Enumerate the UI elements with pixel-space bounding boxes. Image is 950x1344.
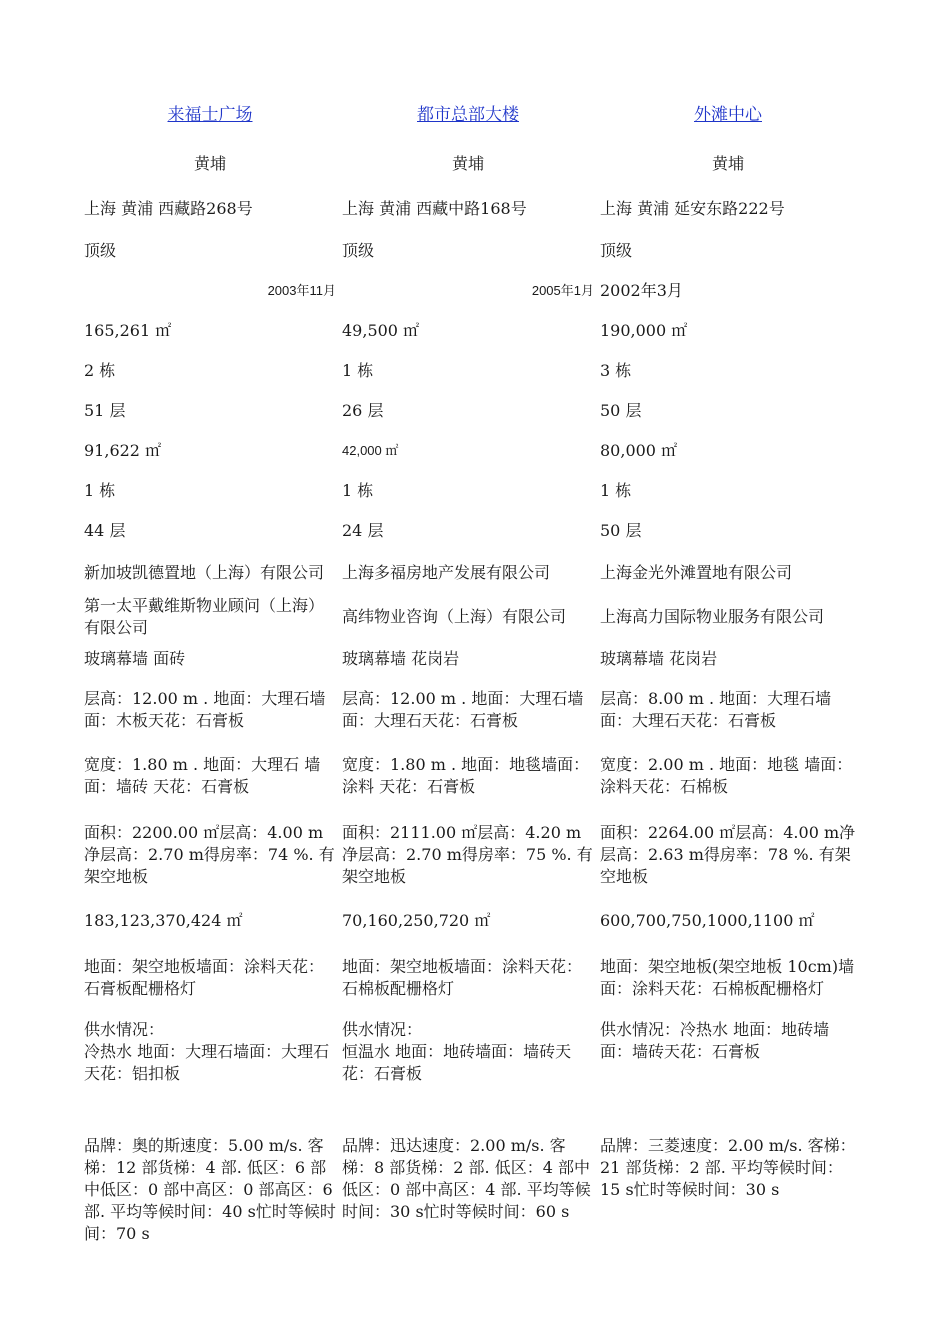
row-total-area <box>80 311 860 351</box>
row-floors <box>80 391 860 431</box>
cell-office-finish: 地面：架空地板墙面：涂料天花：石膏板配栅格灯 <box>84 957 325 998</box>
row-towers <box>80 351 860 391</box>
row-facade <box>80 639 860 679</box>
cell-developer: 上海金光外滩置地有限公司 <box>600 563 793 582</box>
cell-developer: 新加坡凯德置地（上海）有限公司 <box>84 563 325 582</box>
row-completion <box>80 271 860 311</box>
cell-office-floors: 44 层 <box>84 521 126 540</box>
cell-office-towers: 1 栋 <box>84 481 116 500</box>
cell-standard-floor: 面积：2264.00 ㎡层高：4.00 m净层高：2.63 m得房率：78 %. 有架空地板 <box>600 823 856 886</box>
cell-address: 上海 黄浦 西藏路268号 <box>84 199 253 218</box>
row-grade <box>80 231 860 271</box>
cell-floors: 51 层 <box>84 401 126 420</box>
cell-office-towers: 1 栋 <box>600 481 632 500</box>
building-link[interactable]: 外滩中心 <box>694 105 762 125</box>
cell-completion: 2002年3月 <box>600 281 683 300</box>
cell-office-towers: 1 栋 <box>342 481 374 500</box>
cell-total-area: 49,500 ㎡ <box>342 321 420 340</box>
building-comparison-sheet <box>80 95 860 1245</box>
cell-washroom: 供水情况： 冷热水 地面：大理石墙面：大理石天花：铝扣板 <box>84 1020 330 1083</box>
cell-office-area: 91,622 ㎡ <box>84 441 162 460</box>
cell-facade: 玻璃幕墙 花岗岩 <box>342 649 460 668</box>
cell-corridor: 宽度：2.00 m . 地面：地毯 墙面：涂料天花：石棉板 <box>600 755 853 796</box>
row-building-name <box>80 95 860 135</box>
cell-unit-sizes: 70,160,250,720 ㎡ <box>342 911 491 930</box>
cell-floors: 50 层 <box>600 401 642 420</box>
cell-total-area: 190,000 ㎡ <box>600 321 688 340</box>
row-district <box>80 141 860 187</box>
cell-address: 上海 黄浦 延安东路222号 <box>600 199 785 218</box>
cell-developer: 上海多福房地产发展有限公司 <box>342 563 551 582</box>
row-standard-floor <box>80 811 860 899</box>
cell-lobby: 层高：12.00 m . 地面：大理石墙面：大理石天花：石膏板 <box>342 689 584 730</box>
cell-towers: 1 栋 <box>342 361 374 380</box>
cell-office-floors: 50 层 <box>600 521 642 540</box>
cell-elevators: 品牌：奥的斯速度：5.00 m/s. 客梯：12 部货梯：4 部. 低区：6 部中低区：0 部中高区：0 部高区：6 部. 平均等候时间：40 s忙时等候时间：70 s <box>84 1136 336 1243</box>
cell-property-manager: 第一太平戴维斯物业顾问（上海）有限公司 <box>84 596 325 637</box>
cell-address: 上海 黄浦 西藏中路168号 <box>342 199 527 218</box>
cell-standard-floor: 面积：2200.00 ㎡层高：4.00 m净层高：2.70 m得房率：74 %. 有架空地板 <box>84 823 335 886</box>
row-elevators <box>80 1135 860 1245</box>
cell-office-finish: 地面：架空地板墙面：涂料天花：石棉板配栅格灯 <box>342 957 583 998</box>
cell-district: 黄埔 <box>711 154 744 173</box>
row-office-area <box>80 431 860 471</box>
cell-grade: 顶级 <box>84 241 117 260</box>
cell-floors: 26 层 <box>342 401 384 420</box>
cell-elevators: 品牌：迅达速度：2.00 m/s. 客梯：8 部货梯：2 部. 低区：4 部中低区：0 部中高区：4 部. 平均等候时间：30 s忙时等候时间：60 s <box>342 1136 591 1221</box>
cell-name <box>596 104 858 126</box>
cell-towers: 3 栋 <box>600 361 632 380</box>
row-address <box>80 187 860 231</box>
cell-grade: 顶级 <box>342 241 375 260</box>
row-unit-sizes <box>80 899 860 943</box>
row-property-manager <box>80 595 860 639</box>
cell-district: 黄埔 <box>193 154 226 173</box>
cell-unit-sizes: 183,123,370,424 ㎡ <box>84 911 243 930</box>
cell-name <box>338 104 596 126</box>
cell-corridor: 宽度：1.80 m . 地面：地毯墙面：涂料 天花：石膏板 <box>342 755 590 796</box>
cell-corridor: 宽度：1.80 m . 地面：大理石 墙面：墙砖 天花：石膏板 <box>84 755 321 796</box>
cell-district: 黄埔 <box>451 154 484 173</box>
cell-property-manager: 上海高力国际物业服务有限公司 <box>600 607 825 626</box>
cell-grade: 顶级 <box>600 241 633 260</box>
cell-office-finish: 地面：架空地板(架空地板 10cm)墙面：涂料天花：石棉板配栅格灯 <box>600 957 855 998</box>
cell-elevators: 品牌：三菱速度：2.00 m/s. 客梯：21 部货梯：2 部. 平均等候时间：15 s忙时等候时间：30 s <box>600 1136 856 1199</box>
cell-total-area: 165,261 ㎡ <box>84 321 172 340</box>
cell-lobby: 层高：12.00 m . 地面：大理石墙面：木板天花：石膏板 <box>84 689 326 730</box>
cell-completion: 2005年1月 <box>531 283 594 298</box>
row-lobby <box>80 679 860 741</box>
row-developer <box>80 551 860 595</box>
row-office-finish <box>80 943 860 1013</box>
cell-lobby: 层高：8.00 m . 地面：大理石墙面：大理石天花：石膏板 <box>600 689 832 730</box>
row-washroom <box>80 1013 860 1101</box>
cell-facade: 玻璃幕墙 花岗岩 <box>600 649 718 668</box>
cell-name <box>80 104 338 126</box>
cell-facade: 玻璃幕墙 面砖 <box>84 649 186 668</box>
cell-unit-sizes: 600,700,750,1000,1100 ㎡ <box>600 911 815 930</box>
row-office-floors <box>80 511 860 551</box>
row-office-towers <box>80 471 860 511</box>
cell-office-area: 80,000 ㎡ <box>600 441 678 460</box>
cell-towers: 2 栋 <box>84 361 116 380</box>
cell-washroom: 供水情况：冷热水 地面：地砖墙面：墙砖天花：石膏板 <box>600 1020 830 1061</box>
cell-office-area: 42,000 ㎡ <box>342 443 399 458</box>
cell-standard-floor: 面积：2111.00 ㎡层高：4.20 m净层高：2.70 m得房率：75 %. 有架空地板 <box>342 823 593 886</box>
cell-washroom: 供水情况： 恒温水 地面：地砖墙面：墙砖天花：石膏板 <box>342 1020 572 1083</box>
cell-completion: 2003年11月 <box>267 283 336 298</box>
building-link[interactable]: 都市总部大楼 <box>417 105 519 125</box>
cell-property-manager: 高纬物业咨询（上海）有限公司 <box>342 607 567 626</box>
cell-office-floors: 24 层 <box>342 521 384 540</box>
row-corridor <box>80 741 860 811</box>
building-link[interactable]: 来福士广场 <box>167 105 253 125</box>
